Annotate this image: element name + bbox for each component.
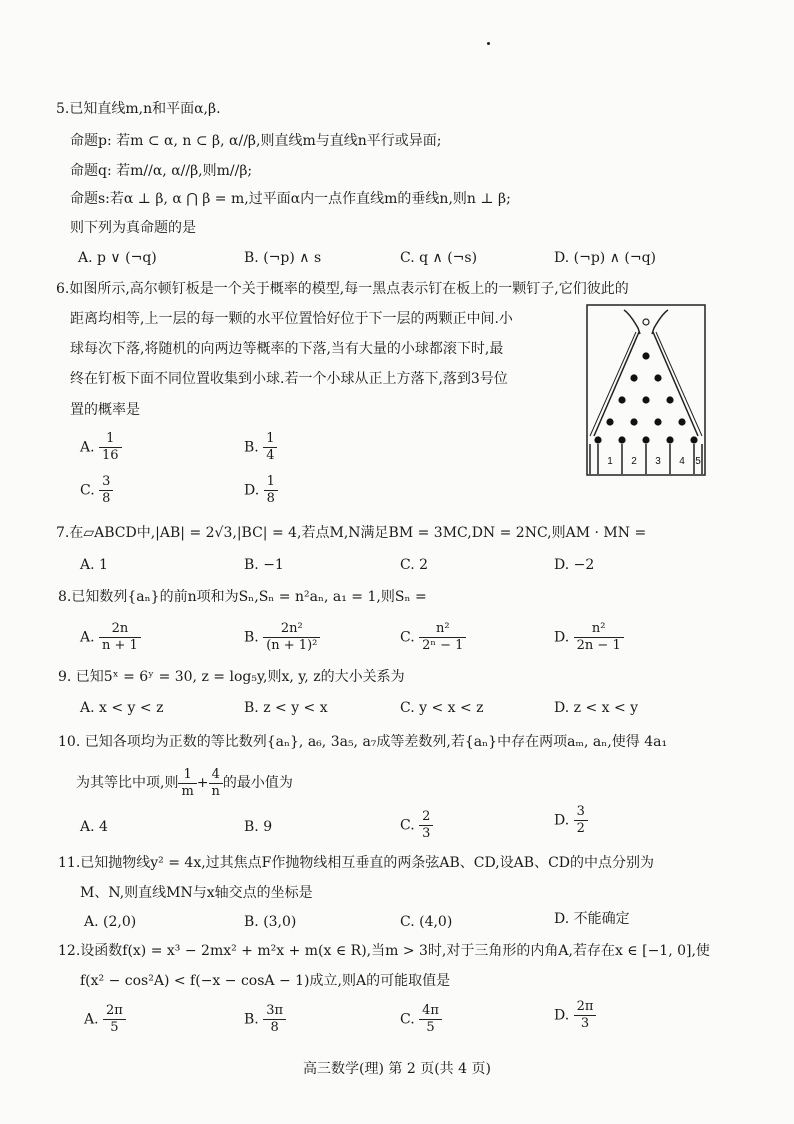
peg — [690, 436, 697, 443]
q10-text-a: 为其等比中项,则 — [76, 775, 179, 791]
option-letter: D. — [554, 629, 570, 646]
denominator: n + 1 — [102, 638, 138, 653]
denominator: 4 — [266, 448, 275, 463]
numerator: 1 — [178, 768, 196, 784]
q6-line-5: 置的概率是 — [70, 402, 140, 418]
peg — [642, 436, 649, 443]
q6-option-a — [80, 432, 122, 463]
numerator: n² — [574, 622, 624, 638]
option-letter: C. — [400, 817, 415, 834]
q5-option-d: D. (¬p) ∧ (¬q) — [554, 250, 657, 266]
fraction — [574, 805, 588, 836]
q6-line-4: 终在钉板下面不同位置收集到小球.若一个小球从正上方落下,落到3号位 — [70, 371, 508, 387]
numerator: 2π — [574, 1000, 597, 1016]
stray-dot — [487, 42, 490, 45]
q10-line-2 — [76, 766, 293, 800]
denominator: n — [211, 783, 220, 799]
q12-option-c — [400, 1004, 442, 1035]
option-letter: C. — [80, 482, 95, 499]
option-letter: A. — [84, 1011, 99, 1028]
q9-option-a: A. x < y < z — [80, 700, 164, 716]
funnel-left — [624, 310, 640, 334]
q6-line-3: 球每次下落,将随机的向两边等概率的下落,当有大量的小球都滚下时,最 — [70, 341, 504, 357]
denominator: 2ⁿ − 1 — [422, 638, 464, 653]
q6-line-2: 距离均相等,上一层的每一颗的水平位置恰好位于下一层的两颗正中间.小 — [70, 311, 513, 327]
bin-label-5: 5 — [695, 456, 701, 467]
q12-option-b — [244, 1004, 286, 1035]
denominator: 8 — [102, 491, 111, 506]
fraction — [99, 432, 122, 463]
denominator: (n + 1)² — [266, 638, 318, 653]
fraction — [103, 1004, 126, 1035]
peg — [594, 436, 601, 443]
fraction — [178, 768, 196, 799]
peg — [606, 418, 613, 425]
q11-option-c: C. (4,0) — [400, 914, 453, 930]
numerator: 3π — [263, 1004, 286, 1020]
numerator: n² — [419, 622, 466, 638]
fraction — [419, 622, 466, 653]
bin-label-4: 4 — [679, 456, 685, 467]
page-footer: 高三数学(理) 第 2 页(共 4 页) — [303, 1061, 491, 1077]
q9-option-c: C. y < x < z — [400, 700, 484, 716]
q11-option-d: D. 不能确定 — [554, 911, 630, 927]
bin-label-1: 1 — [607, 456, 613, 467]
q10-option-b: B. 9 — [244, 819, 273, 835]
q6-line-1: 6.如图所示,高尔顿钉板是一个关于概率的模型,每一黑点表示钉在板上的一颗钉子,它们彼此的 — [56, 281, 629, 297]
q6-option-c — [80, 475, 113, 506]
q5-option-c: C. q ∧ (¬s) — [400, 250, 478, 266]
denominator: 5 — [426, 1020, 435, 1035]
peg — [666, 436, 673, 443]
fraction — [99, 622, 141, 653]
q5-prop-p: 命题p: 若m ⊂ α, n ⊂ β, α//β,则直线m与直线n平行或异面; — [70, 133, 442, 149]
denominator: 2n − 1 — [576, 638, 621, 653]
option-letter: C. — [400, 1011, 415, 1028]
q10-option-a: A. 4 — [80, 819, 108, 835]
fraction — [263, 432, 277, 463]
peg — [618, 436, 625, 443]
q11-line-2: M、N,则直线MN与x轴交点的坐标是 — [80, 885, 313, 901]
numerator: 1 — [263, 432, 277, 448]
fraction — [263, 1004, 286, 1035]
galton-board-figure — [586, 304, 706, 476]
fraction — [419, 810, 433, 841]
option-letter: D. — [554, 1007, 570, 1024]
fraction — [419, 1004, 442, 1035]
peg — [618, 396, 625, 403]
q10-text-b: 的最小值为 — [222, 775, 293, 791]
numerator: 1 — [264, 475, 278, 491]
fraction — [99, 475, 113, 506]
q8-option-c — [400, 622, 466, 653]
denominator: m — [181, 783, 194, 799]
q10-option-c — [400, 810, 433, 841]
option-letter: C. — [400, 629, 415, 646]
q8-stem: 8.已知数列{aₙ}的前n项和为Sₙ,Sₙ = n²aₙ, a₁ = 1,则Sₙ = — [58, 589, 427, 605]
fraction — [574, 1000, 597, 1031]
option-letter: A. — [80, 439, 95, 456]
ball-entry — [643, 319, 649, 325]
numerator: 2n² — [263, 622, 320, 638]
numerator: 4π — [419, 1004, 442, 1020]
plus-sign: + — [196, 775, 209, 791]
numerator: 3 — [99, 475, 113, 491]
peg — [666, 396, 673, 403]
numerator: 3 — [574, 805, 588, 821]
q8-option-d — [554, 622, 624, 653]
peg — [642, 352, 649, 359]
funnel-right — [652, 310, 668, 334]
numerator: 2n — [99, 622, 141, 638]
q9-option-d: D. z < x < y — [554, 700, 639, 716]
denominator: 8 — [270, 1020, 279, 1035]
fraction — [264, 475, 278, 506]
q9-stem: 9. 已知5ˣ = 6ʸ = 30, z = log₅y,则x, y, z的大小关系为 — [58, 669, 405, 685]
option-letter: B. — [244, 1011, 259, 1028]
q7-option-d: D. −2 — [554, 557, 595, 573]
q6-option-d — [244, 475, 278, 506]
q7-option-a: A. 1 — [80, 557, 108, 573]
q8-option-a — [80, 622, 141, 653]
option-letter: A. — [80, 629, 95, 646]
q5-option-b: B. (¬p) ∧ s — [244, 250, 322, 266]
q7-option-b: B. −1 — [244, 557, 284, 573]
peg — [678, 418, 685, 425]
fraction — [574, 622, 624, 653]
bin-label-2: 2 — [631, 456, 637, 467]
denominator: 16 — [102, 448, 119, 463]
bin-label-3: 3 — [655, 456, 661, 467]
q5-prop-s: 命题s:若α ⊥ β, α ⋂ β = m,过平面α内一点作直线m的垂线n,则n ⊥ β; — [70, 191, 511, 207]
fraction — [263, 622, 320, 653]
peg — [654, 418, 661, 425]
q5-stem: 5.已知直线m,n和平面α,β. — [56, 101, 221, 117]
fraction — [209, 768, 223, 799]
option-letter: D. — [244, 482, 260, 499]
option-letter: B. — [244, 439, 259, 456]
peg — [642, 396, 649, 403]
denominator: 5 — [110, 1020, 119, 1035]
q11-option-a: A. (2,0) — [84, 914, 137, 930]
q12-option-d — [554, 1000, 596, 1031]
q12-option-a — [84, 1004, 126, 1035]
q5-ask: 则下列为真命题的是 — [70, 220, 196, 236]
q5-prop-q: 命题q: 若m//α, α//β,则m//β; — [70, 163, 253, 179]
peg — [630, 374, 637, 381]
q11-line-1: 11.已知抛物线y² = 4x,过其焦点F作抛物线相互垂直的两条弦AB、CD,设AB、CD的中点分别为 — [58, 855, 655, 871]
numerator: 4 — [209, 768, 223, 784]
numerator: 2π — [103, 1004, 126, 1020]
q5-option-a: A. p ∨ (¬q) — [78, 250, 157, 266]
numerator: 1 — [99, 432, 122, 448]
q7-stem: 7.在▱ABCD中,|AB| = 2√3,|BC| = 4,若点M,N满足BM = 3MC,DN = 2NC,则AM · MN = — [56, 525, 647, 541]
denominator: 3 — [580, 1016, 590, 1031]
q12-line-2: f(x² − cos²A) < f(−x − cosA − 1)成立,则A的可能取值是 — [80, 973, 451, 989]
denominator: 8 — [266, 491, 275, 506]
numerator: 2 — [419, 810, 433, 826]
peg — [654, 374, 661, 381]
option-letter: D. — [554, 812, 570, 829]
denominator: 3 — [422, 826, 431, 841]
q8-option-b — [244, 622, 320, 653]
q6-option-b — [244, 432, 277, 463]
denominator: 2 — [576, 821, 585, 836]
q10-option-d — [554, 805, 588, 836]
q9-option-b: B. z < y < x — [244, 700, 328, 716]
q10-line-1: 10. 已知各项均为正数的等比数列{aₙ}, a₆, 3a₅, a₇成等差数列,若{aₙ}中存在两项aₘ, aₙ,使得 4a₁ — [58, 734, 668, 750]
q12-line-1: 12.设函数f(x) = x³ − 2mx² + m²x + m(x ∈ R),当m > 3时,对于三角形的内角A,若存在x ∈ [−1, 0],使 — [58, 943, 710, 959]
q7-option-c: C. 2 — [400, 557, 429, 573]
q11-option-b: B. (3,0) — [244, 914, 297, 930]
peg — [630, 418, 637, 425]
option-letter: B. — [244, 629, 259, 646]
